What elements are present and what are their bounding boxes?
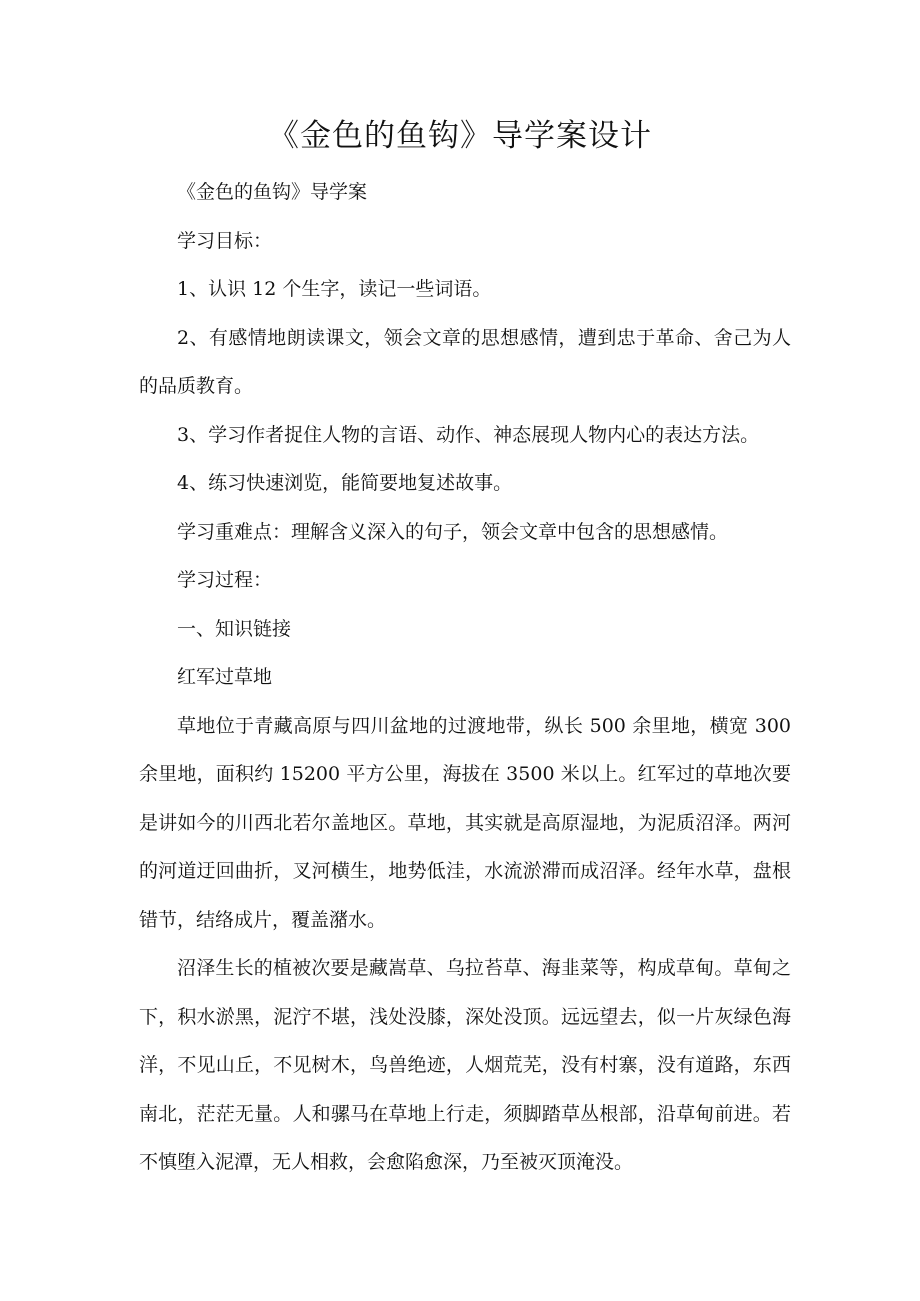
body-paragraph: 沼泽生长的植被次要是藏嵩草、乌拉苔草、海韭菜等，构成草甸。草甸之下，积水淤黑，泥泞不堪，浅处没膝，深处没顶。远远望去，似一片灰绿色海洋，不见山丘，不见树木，鸟兽绝迹，人烟荒芜，没有村寨，没有道路，东西南北，茫茫无量。人和骡马在草地上行走，须脚踏草丛根部，沿草甸前进。若不慎堕入泥潭，无人相救，会愈陷愈深，乃至被灭顶淹没。: [139, 957, 791, 1173]
objectives-heading: 学习目标：: [177, 229, 273, 252]
objective-item-2: 2、有感情地朗读课文，领会文章的思想感情，遭到忠于革命、舍己为人的品质教育。: [139, 326, 791, 397]
section-heading-knowledge: 一、知识链接: [177, 617, 292, 640]
key-points-paragraph: 学习重难点：理解含义深入的句子，领会文章中包含的思想感情。: [177, 520, 729, 543]
process-heading: 学习过程：: [177, 569, 273, 591]
document-title: 《金色的鱼钩》导学案设计: [268, 118, 652, 154]
body-paragraph: 草地位于青藏高原与四川盆地的过渡地带，纵长 500 余里地，横宽 300 余里地，面积约 15200 平方公里，海拔在 3500 米以上。红军过的草地次要是讲如今的川西北若尔盖地区。草地，其实就是高原湿地，为泥质沼泽。两河的河道迂回曲折，叉河横生，地势低洼，水流淤滞而成沼泽。经年水草，盘根错节，结络成片，覆盖潴水。: [139, 714, 791, 931]
objective-item-3: 3、学习作者捉住人物的言语、动作、神态展现人物内心的表达方法。: [177, 423, 760, 446]
objective-item-4: 4、练习快速浏览，能简要地复述故事。: [177, 472, 513, 494]
subtitle-paragraph: 《金色的鱼钩》导学案: [177, 181, 368, 203]
document-body: [139, 168, 791, 1187]
section-subheading-grassland: 红军过草地: [177, 666, 273, 688]
objective-item-1: 1、认识 12 个生字，读记一些词语。: [177, 278, 492, 300]
